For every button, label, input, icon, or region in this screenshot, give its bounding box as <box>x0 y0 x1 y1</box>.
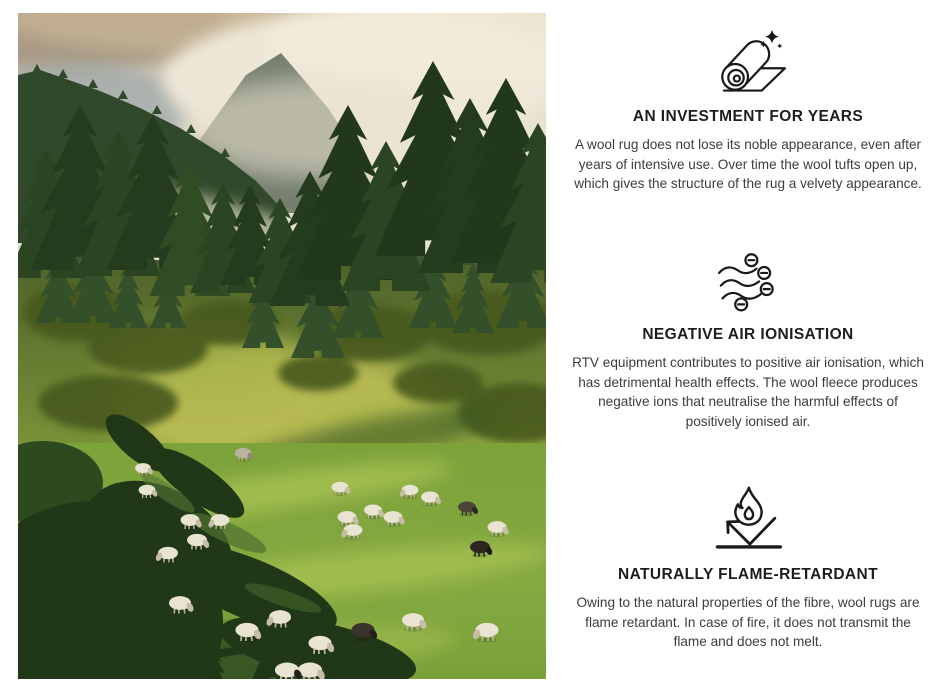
benefits-column <box>566 0 930 700</box>
benefit-ionisation <box>566 246 930 431</box>
mountain-pasture-photo <box>18 13 546 679</box>
benefit-title: AN INVESTMENT FOR YEARS <box>632 108 864 125</box>
benefit-text: RTV equipment contributes to positive air ionisation, which has detrimental health effects. The wool fleece produces negative ions that neutralise the harmful effects of positively ionised air. <box>572 355 924 429</box>
benefit-flame <box>566 486 930 652</box>
benefit-investment <box>566 28 930 194</box>
benefit-title: NEGATIVE AIR IONISATION <box>642 326 854 343</box>
flame-retardant-icon <box>566 486 930 558</box>
negative-ions-airflow-icon <box>566 246 930 318</box>
benefit-title: NATURALLY FLAME-RETARDANT <box>618 566 878 583</box>
benefit-text: A wool rug does not lose its noble appearance, even after years of intensive use. Over time the wool tufts open up, which gives the structure of the rug a velvety appearance. <box>574 137 922 192</box>
benefit-text: Owing to the natural properties of the fibre, wool rugs are flame retardant. In case of fire, it does not transmit the flame and does not melt. <box>576 595 920 650</box>
rolled-rug-sparkle-icon <box>566 28 930 100</box>
